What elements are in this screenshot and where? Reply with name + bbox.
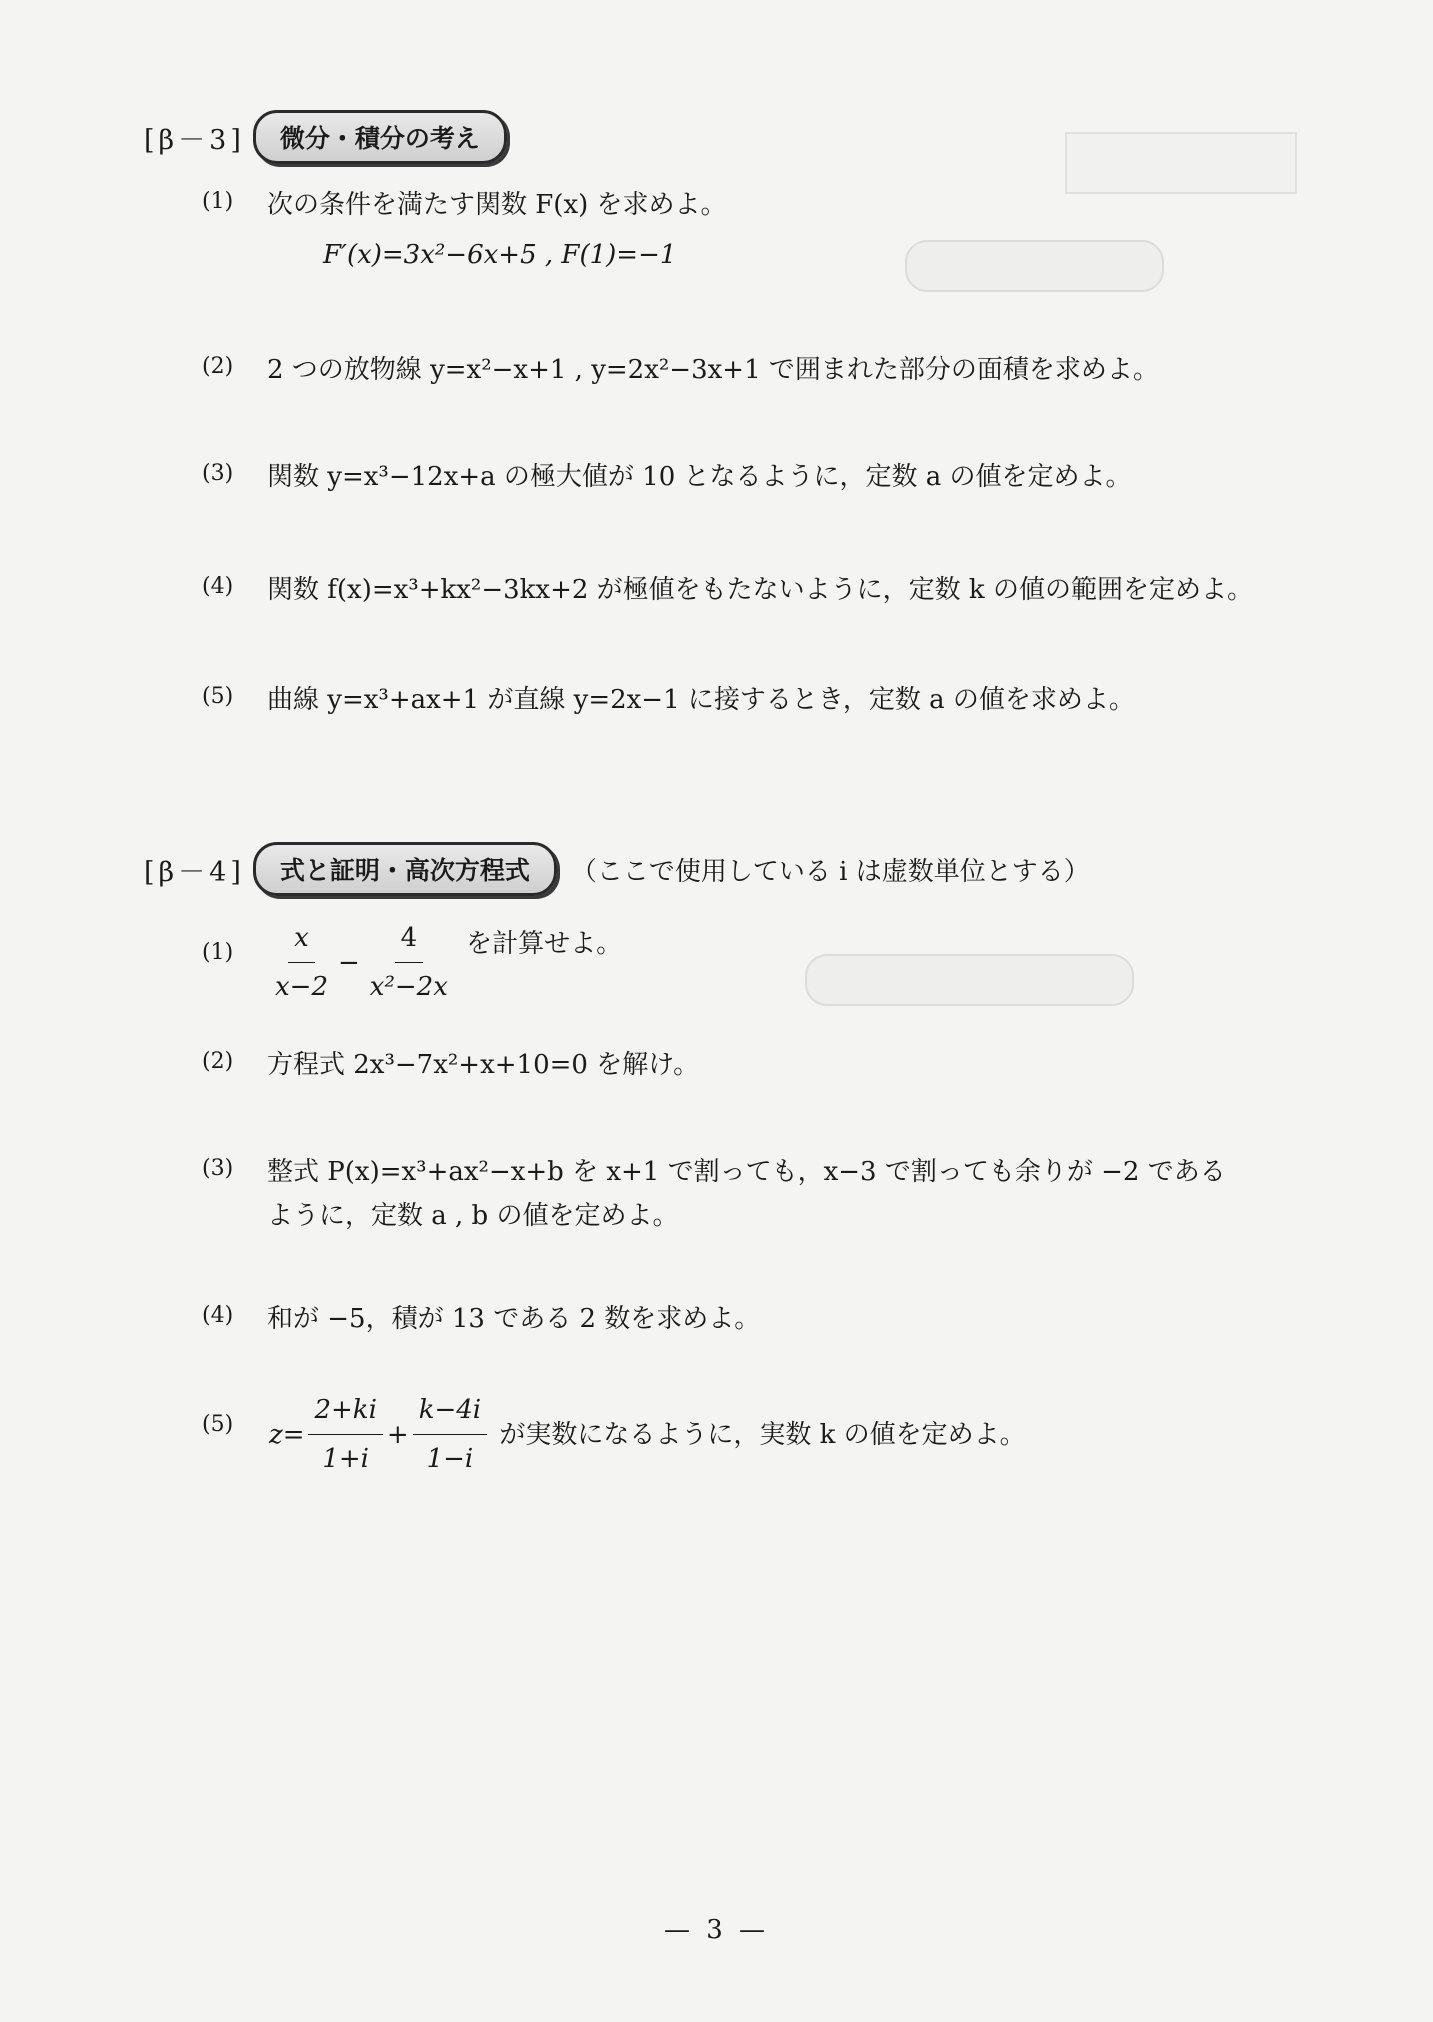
problem-text: 関数 f(x)=x³+kx²−3kx+2 が極値をもたないように，定数 k の値の範囲を定めよ。 [267, 575, 1253, 605]
problem-number: (4) [202, 574, 234, 599]
fraction [413, 1388, 487, 1481]
section-label: [β－4] [144, 856, 245, 888]
problem-number: (2) [202, 1049, 234, 1074]
fraction-numerator: 2+ki [308, 1388, 382, 1435]
bleed-through-pill [805, 954, 1134, 1006]
problem-text: 2 つの放物線 y=x²−x+1 , y=2x²−3x+1 で囲まれた部分の面積を求めよ。 [267, 355, 1159, 385]
section-label: [β－3] [144, 124, 245, 156]
problem-number: (5) [202, 1412, 234, 1437]
problem-number: (2) [202, 354, 234, 379]
problem-number: (5) [202, 684, 234, 709]
section-header-b3 [144, 110, 507, 164]
problem-text: を計算せよ。 [466, 929, 623, 959]
problem-text: が実数になるように，実数 k の値を定めよ。 [499, 1419, 1026, 1450]
problem-text: 次の条件を満たす関数 F(x) を求めよ。 [267, 190, 727, 220]
fraction-denominator: 1+i [322, 1444, 370, 1475]
fraction-numerator: 4 [395, 916, 424, 963]
problem-expression [267, 916, 624, 1009]
fraction-denominator: x²−2x [369, 972, 448, 1003]
problem-number: (1) [202, 189, 234, 214]
fraction [364, 916, 454, 1009]
fraction [308, 1388, 382, 1481]
section-header-b4 [144, 842, 1090, 896]
problem-text: 整式 P(x)=x³+ax²−x+b を x+1 で割っても，x−3 で割っても余りが −2 である [267, 1157, 1226, 1187]
fraction [269, 916, 334, 1009]
problem-number: (1) [202, 940, 234, 965]
page-number: — 3 — [663, 1915, 770, 1945]
section-title-badge: 式と証明・高次方程式 [253, 842, 557, 896]
section-note: （ここで使用している i は虚数単位とする） [570, 856, 1090, 887]
minus-sign: − [338, 947, 360, 978]
problem-expression [267, 1388, 1028, 1481]
section-title-badge: 微分・積分の考え [253, 110, 507, 164]
fraction-numerator: x [288, 916, 315, 963]
expression-lead: z= [269, 1419, 305, 1450]
problem-number: (3) [202, 1156, 234, 1181]
problem-text: 方程式 2x³−7x²+x+10=0 を解け。 [267, 1050, 700, 1080]
problem-text: 曲線 y=x³+ax+1 が直線 y=2x−1 に接するとき，定数 a の値を求めよ。 [267, 685, 1135, 715]
problem-text-continued: ように，定数 a , b の値を定めよ。 [267, 1201, 679, 1231]
bleed-through-box [1065, 132, 1297, 194]
problem-text: 関数 y=x³−12x+a の極大値が 10 となるように，定数 a の値を定めよ。 [267, 462, 1132, 492]
fraction-denominator: x−2 [275, 972, 328, 1003]
problem-number: (3) [202, 461, 234, 486]
problem-text: 和が −5，積が 13 である 2 数を求めよ。 [267, 1304, 761, 1334]
problem-number: (4) [202, 1303, 234, 1328]
problem-formula: F′(x)=3x²−6x+5 , F(1)=−1 [323, 240, 677, 270]
bleed-through-pill [905, 240, 1164, 292]
fraction-denominator: 1−i [426, 1444, 474, 1475]
plus-sign: + [386, 1419, 409, 1450]
fraction-numerator: k−4i [413, 1388, 487, 1435]
